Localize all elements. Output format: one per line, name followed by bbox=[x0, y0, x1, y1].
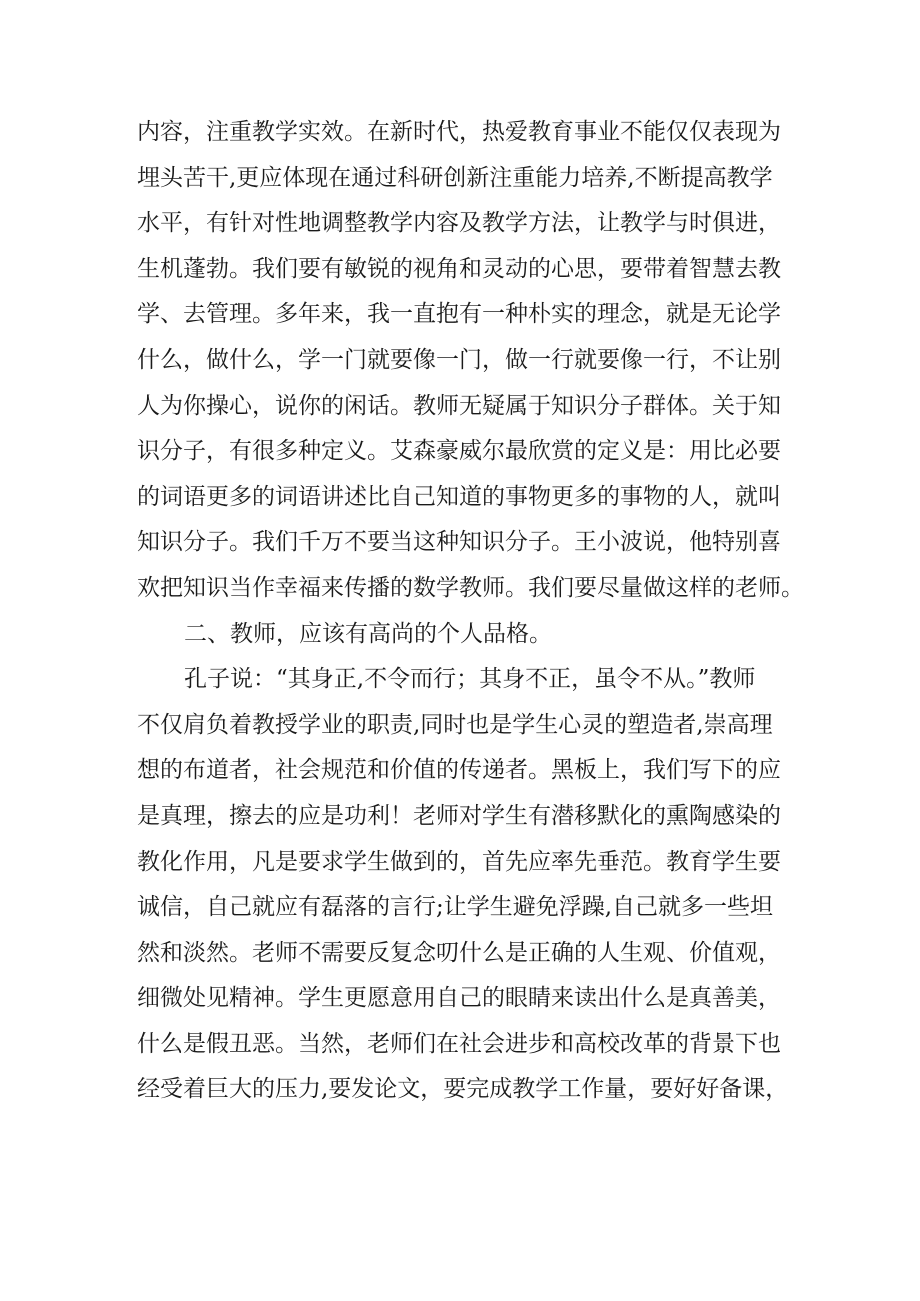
text-line: 细微处见精神。学生更愿意用自己的眼睛来读出什么是真善美， bbox=[137, 985, 781, 1012]
text-line: 的词语更多的词语讲述比自己知道的事物更多的事物的人，就叫 bbox=[137, 483, 781, 510]
text-line: 是真理，擦去的应是功利！老师对学生有潜移默化的熏陶感染的 bbox=[137, 802, 781, 829]
text-line: 水平，有针对性地调整教学内容及教学方法，让教学与时俱进， bbox=[137, 210, 781, 237]
text-line: 然和淡然。老师不需要反复念叨什么是正确的人生观、价值观， bbox=[137, 939, 781, 966]
text-line: 埋头苦干,更应体现在通过科研创新注重能力培养,不断提高教学 bbox=[137, 164, 773, 191]
body-text bbox=[137, 110, 807, 1113]
text-line: 想的布道者，社会规范和价值的传递者。黑板上，我们写下的应 bbox=[137, 757, 781, 784]
text-line: 学、去管理。多年来，我一直抱有一种朴实的理念，就是无论学 bbox=[137, 301, 781, 328]
text-line: 不仅肩负着教授学业的职责,同时也是学生心灵的塑造者,崇高理 bbox=[137, 711, 773, 738]
text-line: 什么，做什么，学一门就要像一门，做一行就要像一行，不让别 bbox=[137, 346, 781, 373]
text-line: 孔子说：“其身正,不令而行；其身不正，虽令不从。”教师 bbox=[184, 666, 756, 693]
text-line: 知识分子。我们千万不要当这种知识分子。王小波说，他特别喜 bbox=[137, 529, 781, 556]
text-line: 欢把知识当作幸福来传播的数学教师。我们要尽量做这样的老师。 bbox=[137, 574, 804, 601]
text-line: 经受着巨大的压力,要发论文，要完成教学工作量，要好好备课， bbox=[137, 1076, 789, 1103]
text-line: 人为你操心，说你的闲话。教师无疑属于知识分子群体。关于知 bbox=[137, 392, 781, 419]
section-heading: 二、教师，应该有高尚的个人品格。 bbox=[184, 620, 552, 647]
text-line: 什么是假丑恶。当然，老师们在社会进步和高校改革的背景下也 bbox=[137, 1030, 781, 1057]
text-line: 诚信，自己就应有磊落的言行;让学生避免浮躁,自己就多一些坦 bbox=[137, 894, 774, 921]
text-line: 内容，注重教学实效。在新时代，热爱教育事业不能仅仅表现为 bbox=[137, 119, 781, 145]
text-line: 识分子，有很多种定义。艾森豪威尔最欣赏的定义是：用比必要 bbox=[137, 438, 781, 465]
text-line: 生机蓬勃。我们要有敏锐的视角和灵动的心思，要带着智慧去教 bbox=[137, 255, 781, 282]
text-line: 教化作用，凡是要求学生做到的，首先应率先垂范。教育学生要 bbox=[137, 848, 781, 875]
